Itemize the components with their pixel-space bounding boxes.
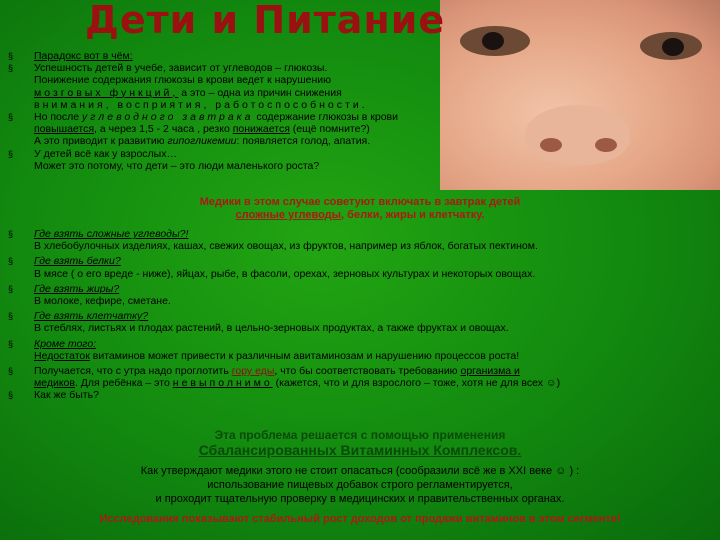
bullet-icon: § [8, 366, 14, 377]
bullet-icon: § [8, 63, 14, 74]
list-item: § Где взять клетчатку? В стеблях, листьях и плодах растений, в цельно-зерновых продуктах, а также фруктах и овощах. [8, 310, 509, 335]
bullet-icon: § [8, 51, 14, 61]
list-item: § Как же быть? [8, 389, 99, 402]
qa-list [8, 228, 720, 402]
bullet-icon: § [8, 229, 14, 239]
slide-content [8, 50, 720, 172]
list-item: § Парадокс вот в чём: [8, 50, 133, 62]
list-item: § Но после углеводного завтрака содержание глюкозы в крови повышается, а через 1,5 - 2 часа , резко понижается (ещё помните?) А это приводит к развитию гипогликемии: появляется голод, апатия. [8, 111, 398, 148]
bullet-icon: § [8, 256, 14, 267]
problem-solution: Эта проблема решается с помощью применения Сбалансированных Витаминных Комплексов. [198, 428, 522, 458]
bullet-icon: § [8, 390, 14, 401]
bullet-icon: § [8, 338, 14, 349]
list-item: § У детей всё как у взрослых… Может это потому, что дети – это люди маленького роста? [8, 147, 320, 172]
final-statement: Исследования показывают стабильный рост доходов от продажи витаминов в этом сегменте! [99, 513, 621, 525]
bullet-icon: § [8, 283, 14, 294]
list-item: § Где взять белки? В мясе ( о его вреде - ниже), яйцах, рыбе, в фасоли, орехах, зерновых культурах и некоторых овощах. [8, 255, 536, 280]
medics-advice: Медики в этом случае советуют включать в завтрак детей сложные углеводы, белки, жиры и клетчатку. [199, 196, 521, 221]
bullet-icon: § [8, 112, 14, 123]
list-item: § Где взять жиры? В молоке, кефире, сметане. [8, 282, 171, 308]
medics-statement: Как утверждают медики этого не стоит опасаться (сообразили всё же в XXI веке ☺ ) : использование пищевых добавок строго регламентируется, и проходит тщательную проверку в медицинских и правительственных органах. [140, 465, 580, 505]
list-item: § Успешность детей в учебе, зависит от углеводов – глюкозы. Понижение содержания глюкозы в крови ведет к нарушению мозговых функций, а это – одна из причин снижения внимания, восприятия, работоспособности. [8, 62, 368, 111]
list-item: § Получается, что с утра надо проглотить гору еды, что бы соответствовать требованию организма и медиков. Для ребёнка – это невыполнимо (кажется, что и для взрослого – тоже, хотя не для всех ☺) [8, 365, 561, 390]
list-item: § Где взять сложные углеводы?! В хлебобулочных изделиях, кашах, свежих овощах, из фруктов, например из яблок, богатых пектином. [8, 228, 538, 253]
list-item: § Кроме того: Недостаток витаминов может привести к различным авитаминозам и нарушению процессов роста! [8, 337, 520, 362]
bullet-icon: § [8, 311, 14, 322]
slide-title: Дети и Питание [85, 0, 446, 42]
bullet-icon: § [8, 148, 14, 159]
